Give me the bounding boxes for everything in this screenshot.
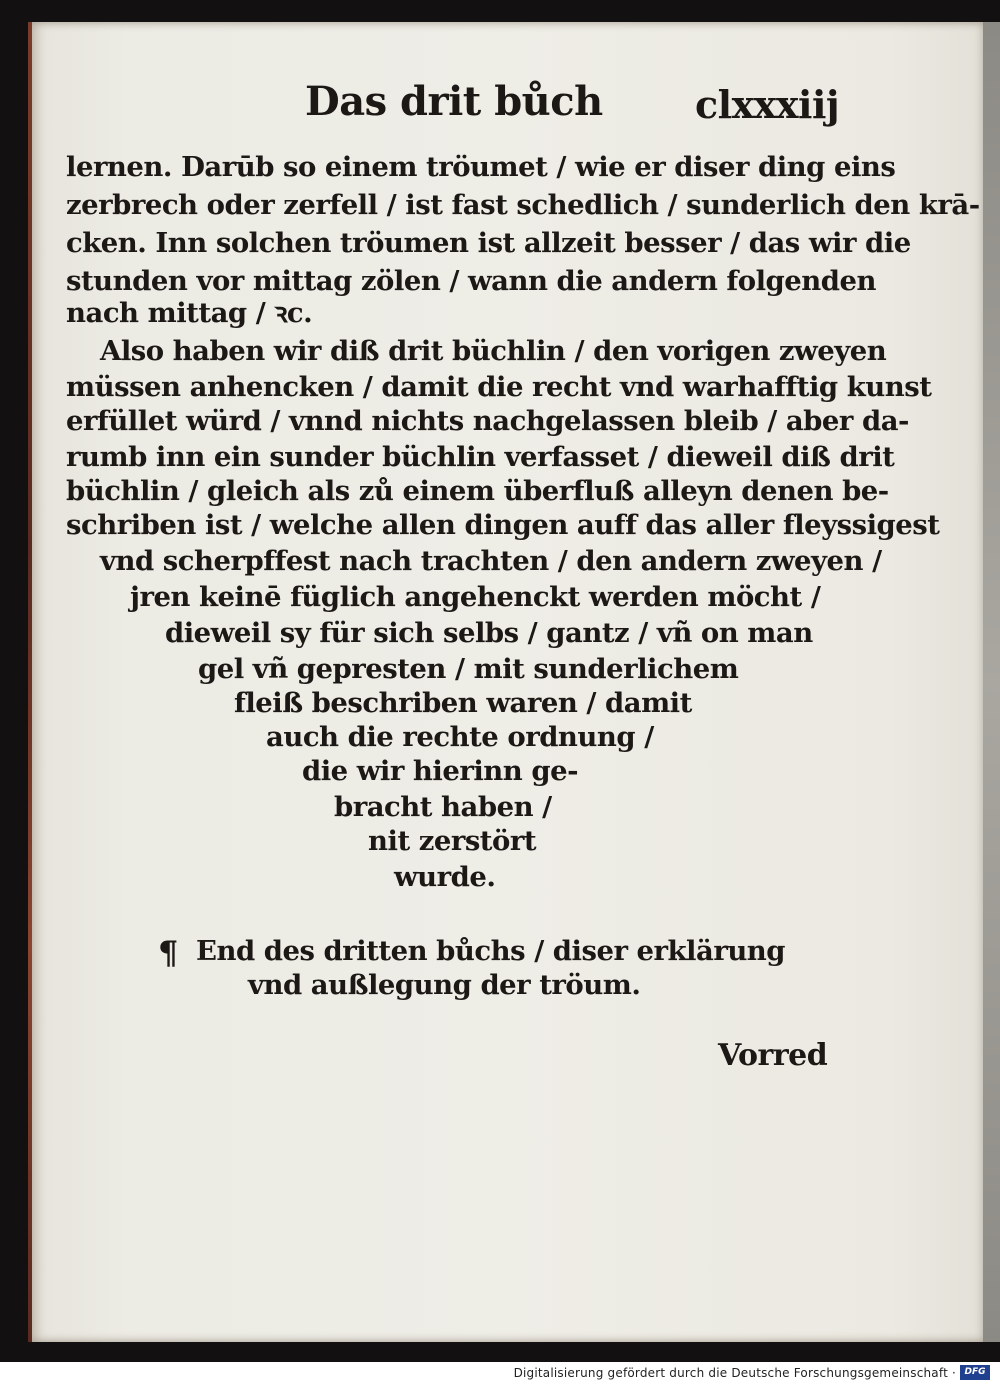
pilcrow-mark: ¶ xyxy=(158,934,178,972)
text-line: erfüllet würd / vnnd nichts nachgelassen bleib / aber da- xyxy=(66,405,909,437)
text-line: jren keinē füglich angehenckt werden möcht / xyxy=(130,581,821,613)
text-line: büchlin / gleich als zů einem überfluß alleyn denen be- xyxy=(66,475,889,507)
text-line: auch die rechte ordnung / xyxy=(266,721,654,753)
page-spine-edge xyxy=(28,22,32,1342)
text-line: schriben ist / welche allen dingen auff das aller fleyssigest xyxy=(66,509,940,541)
text-line: lernen. Darūb so einem tröumet / wie er diser ding eins xyxy=(66,151,896,183)
footer-credit: Digitalisierung gefördert durch die Deutsche Forschungsgemeinschaft · xyxy=(513,1366,956,1380)
text-line: bracht haben / xyxy=(334,791,552,823)
catchword: Vorred xyxy=(718,1038,828,1073)
colophon-line: vnd außlegung der tröum. xyxy=(248,969,641,1001)
text-line: müssen anhencken / damit die recht vnd warhafftig kunst xyxy=(66,371,932,403)
text-line: gel vñ gepresten / mit sunderlichem xyxy=(198,653,739,685)
folio-number: clxxxiij xyxy=(695,82,840,127)
text-line: dieweil sy für sich selbs / gantz / vñ on man xyxy=(165,617,813,649)
text-line: cken. Inn solchen tröumen ist allzeit besser / das wir die xyxy=(66,227,911,259)
text-line: Also haben wir diß drit büchlin / den vorigen zweyen xyxy=(100,335,887,367)
text-line: zerbrech oder zerfell / ist fast schedlich / sunderlich den krā- xyxy=(66,189,980,221)
text-line: nit zerstört xyxy=(368,825,537,857)
colophon-line: End des dritten bůchs / diser erklärung xyxy=(196,935,786,967)
text-line: stunden vor mittag zölen / wann die andern folgenden xyxy=(66,265,876,297)
text-line: fleiß beschriben waren / damit xyxy=(234,687,692,719)
text-line: rumb inn ein sunder büchlin verfasset / dieweil diß drit xyxy=(66,441,895,473)
footer-bar xyxy=(0,1362,1000,1385)
running-title: Das drit bůch xyxy=(305,78,603,125)
text-line: wurde. xyxy=(394,861,496,893)
dfg-logo: DFG xyxy=(960,1365,990,1380)
text-line: vnd scherpffest nach trachten / den andern zweyen / xyxy=(100,545,882,577)
page-fore-edge xyxy=(983,22,1000,1342)
text-line: die wir hierinn ge- xyxy=(302,755,579,787)
text-line: nach mittag / ꝛc. xyxy=(66,297,313,329)
